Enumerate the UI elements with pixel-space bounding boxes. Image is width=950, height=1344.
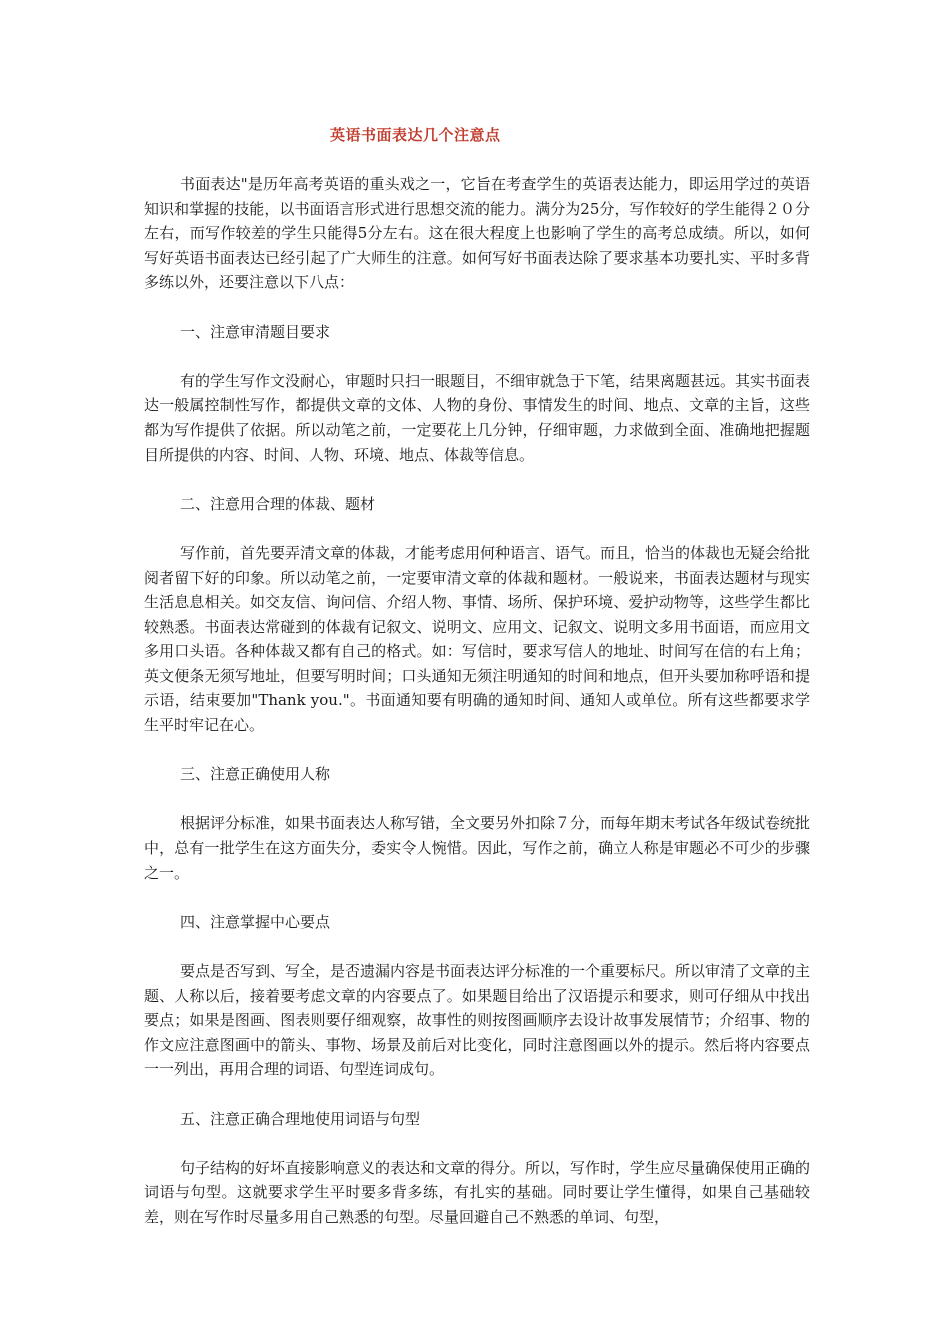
intro-paragraph: 书面表达"是历年高考英语的重头戏之一，它旨在考查学生的英语表达能力，即运用学过的英语知识和掌握的技能，以书面语言形式进行思想交流的能力。满分为25分，写作较好的学生能得２０分左右，而写作较差的学生只能得5分左右。这在很大程度上也影响了学生的高考总成绩。所以，如何写好英语书面表达已经引起了广大师生的注意。如何写好书面表达除了要求基本功要扎实、平时多背多练以外，还要注意以下八点： xyxy=(144,175,810,292)
section-heading-3: 三、注意正确使用人称 xyxy=(180,765,331,784)
section-paragraph-1: 有的学生写作文没耐心，审题时只扫一眼题目，不细审就急于下笔，结果离题甚远。其实书面表达一般属控制性写作，都提供文章的文体、人物的身份、事情发生的时间、地点、文章的主旨，这些都为写作提供了依据。所以动笔之前，一定要花上几分钟，仔细审题，力求做到全面、准确地把握题目所提供的内容、时间、人物、环境、地点、体裁等信息。 xyxy=(144,371,811,464)
section-paragraph-2: 写作前，首先要弄清文章的体裁，才能考虑用何种语言、语气。而且，恰当的体裁也无疑会给批阅者留下好的印象。所以动笔之前，一定要审清文章的体裁和题材。一般说来，书面表达题材与现实生活息息相关。如交友信、询问信、介绍人物、事情、场所、保护环境、爱护动物等，这些学生都比较熟悉。书面表达常碰到的体裁有记叙文、说明文、应用文、记叙文、说明文多用书面语，而应用文多用口头语。各种体裁又都有自己的格式。如：写信时，要求写信人的地址、时间写在信的右上角；英文便条无须写地址，但要写明时间；口头通知无须注明通知的时间和地点，但开头要加称呼语和提示语，结束要加"Thank you."。书面通知要有明确的通知时间、通知人或单位。所有这些都要求学生平时牢记在心。 xyxy=(144,543,811,735)
section-paragraph-4: 要点是否写到、写全，是否遗漏内容是书面表达评分标准的一个重要标尺。所以审清了文章的主题、人称以后，接着要考虑文章的内容要点了。如果题目给出了汉语提示和要求，则可仔细从中找出要点；如果是图画、图表则要仔细观察，故事性的则按图画顺序去设计故事发展情节；介绍事、物的作文应注意图画中的箭头、事物、场景及前后对比变化，同时注意图画以外的提示。然后将内容要点一一列出，再用合理的词语、句型连词成句。 xyxy=(144,962,811,1079)
section-paragraph-5: 句子结构的好坏直接影响意义的表达和文章的得分。所以，写作时，学生应尽量确保使用正确的词语与句型。这就要求学生平时要多背多练，有扎实的基础。同时要让学生懂得，如果自己基础较差，则在写作时尽量多用自己熟悉的句型。尽量回避自己不熟悉的单词、句型， xyxy=(144,1158,811,1226)
section-paragraph-3: 根据评分标准，如果书面表达人称写错，全文要另外扣除７分，而每年期末考试各年级试卷统批中，总有一批学生在这方面失分，委实令人惋惜。因此，写作之前，确立人称是审题必不可少的步骤之一。 xyxy=(144,814,811,882)
section-heading-2: 二、注意用合理的体裁、题材 xyxy=(180,494,376,513)
document-title: 英语书面表达几个注意点 xyxy=(330,126,501,144)
section-heading-1: 一、注意审清题目要求 xyxy=(180,322,331,341)
section-heading-4: 四、注意掌握中心要点 xyxy=(180,912,331,931)
document-body xyxy=(144,172,810,1254)
section-heading-5: 五、注意正确合理地使用词语与句型 xyxy=(180,1109,421,1128)
